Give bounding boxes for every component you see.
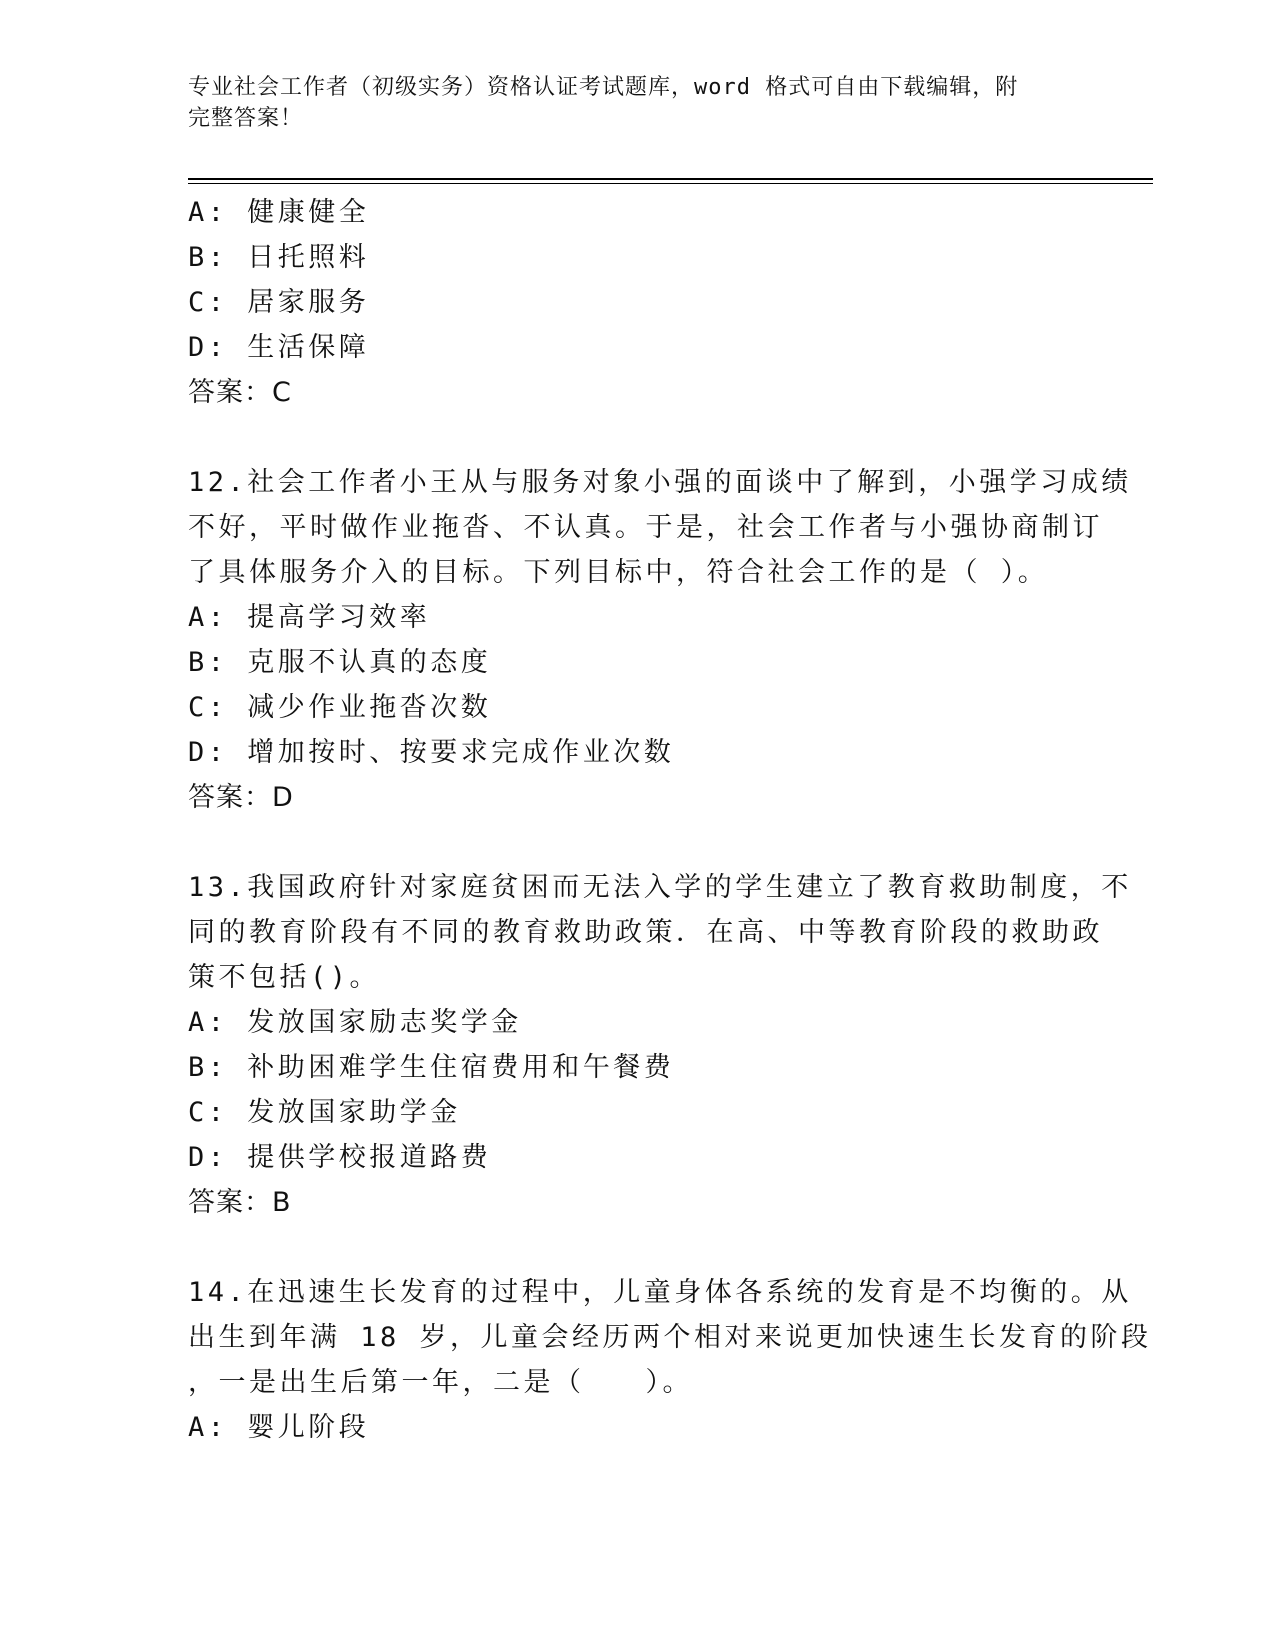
- question-stem-line: 不好，平时做作业拖沓、不认真。于是，社会工作者与小强协商制订: [188, 512, 1103, 543]
- header-rule-thin: [188, 183, 1153, 184]
- question-stem-line: ，一是出生后第一年，二是（ ）。: [188, 1367, 693, 1398]
- option-c: C: 减少作业拖沓次数: [188, 692, 492, 723]
- option-b: B: 补助困难学生住宿费用和午餐费: [188, 1052, 675, 1083]
- answer-line: 答案：B: [188, 1187, 292, 1218]
- question-stem-line: 出生到年满 18 岁，儿童会经历两个相对来说更加快速生长发育的阶段: [188, 1322, 1152, 1353]
- option-d: D: 提供学校报道路费: [188, 1142, 492, 1173]
- spacer: [188, 1225, 1088, 1270]
- question-11-continued: [188, 190, 1088, 415]
- option-c: C: 居家服务: [188, 287, 370, 318]
- question-stem-line: 了具体服务介入的目标。下列目标中，符合社会工作的是（ ）。: [188, 557, 1049, 588]
- question-stem-line: 同的教育阶段有不同的教育救助政策．在高、中等教育阶段的救助政: [188, 917, 1103, 948]
- question-14: [188, 1270, 1152, 1450]
- question-stem-line: 12.社会工作者小王从与服务对象小强的面谈中了解到，小强学习成绩: [188, 467, 1132, 498]
- option-a: A: 发放国家励志奖学金: [188, 1007, 522, 1038]
- option-c: C: 发放国家助学金: [188, 1097, 461, 1128]
- header-line-2: 完整答案！: [188, 106, 304, 131]
- option-b: B: 克服不认真的态度: [188, 647, 492, 678]
- answer-line: 答案：D: [188, 782, 294, 813]
- spacer: [188, 415, 1088, 460]
- spacer: [188, 820, 1088, 865]
- option-a: A: 婴儿阶段: [188, 1412, 370, 1443]
- question-13: [188, 865, 1132, 1225]
- option-a: A: 健康健全: [188, 197, 370, 228]
- question-list: [188, 190, 1152, 1450]
- answer-line: 答案：C: [188, 377, 292, 408]
- option-b: B: 日托照料: [188, 242, 370, 273]
- option-d: D: 生活保障: [188, 332, 370, 363]
- option-d: D: 增加按时、按要求完成作业次数: [188, 737, 675, 768]
- question-stem-line: 14.在迅速生长发育的过程中，儿童身体各系统的发育是不均衡的。从: [188, 1277, 1132, 1308]
- question-stem-line: 13.我国政府针对家庭贫困而无法入学的学生建立了教育救助制度，不: [188, 872, 1132, 903]
- header-line-1: 专业社会工作者（初级实务）资格认证考试题库，word 格式可自由下载编辑，附: [188, 75, 1019, 100]
- page-header: [188, 72, 1068, 134]
- option-a: A: 提高学习效率: [188, 602, 431, 633]
- question-12: [188, 460, 1132, 820]
- header-rule-thick: [188, 178, 1153, 180]
- question-stem-line: 策不包括()。: [188, 962, 381, 993]
